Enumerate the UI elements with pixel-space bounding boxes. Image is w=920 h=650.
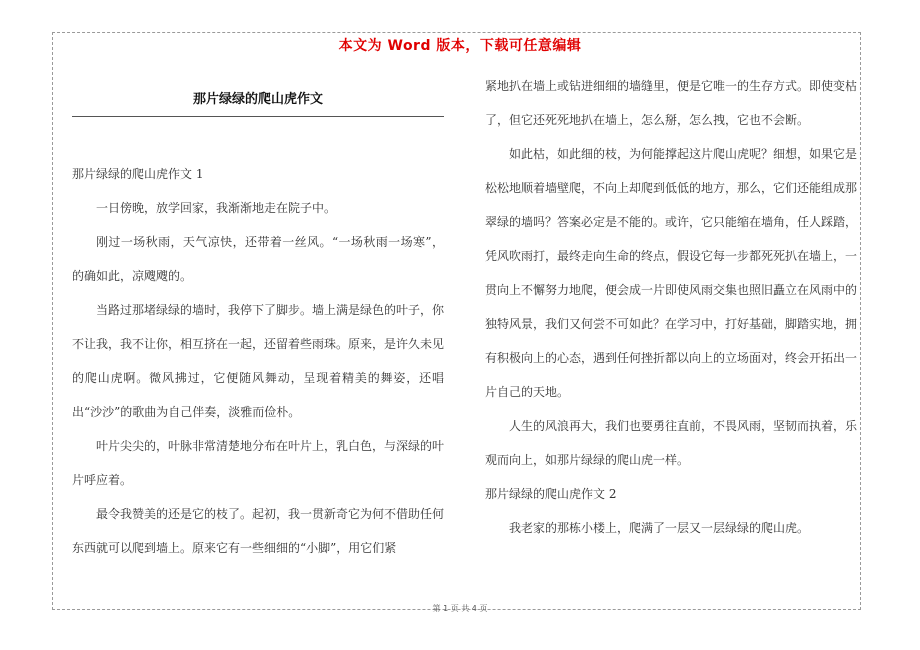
- paragraph: 刚过一场秋雨，天气凉快，还带着一丝风。“一场秋雨一场寒”，的确如此，凉飕飕的。: [72, 235, 444, 283]
- left-column: [72, 157, 444, 565]
- paragraph: 紧地扒在墙上或钻进细细的墙缝里，便是它唯一的生存方式。即使变枯了，但它还死死地扒在墙上，怎么掰，怎么拽，它也不会断。: [485, 79, 858, 127]
- paragraph: 人生的风浪再大，我们也要勇往直前，不畏风雨，坚韧而执着，乐观而向上，如那片绿绿的爬山虎一样。: [485, 419, 858, 467]
- paragraph: 那片绿绿的爬山虎作文 1: [72, 167, 204, 181]
- paragraph: 当路过那堵绿绿的墙时，我停下了脚步。墙上满是绿色的叶子，你不让我，我不让你，相互挤在一起，还留着些雨珠。原来，是许久未见的爬山虎啊。微风拂过，它便随风舞动，呈现着精美的舞姿，还唱出“沙沙”的歌曲为自己伴奏，淡雅而俭朴。: [72, 303, 445, 419]
- paragraph: 我老家的那栋小楼上，爬满了一层又一层绿绿的爬山虎。: [509, 521, 810, 535]
- title-underline: [72, 116, 444, 117]
- paragraph: 叶片尖尖的，叶脉非常清楚地分布在叶片上，乳白色，与深绿的叶片呼应着。: [72, 439, 445, 487]
- paragraph: 如此枯，如此细的枝，为何能撑起这片爬山虎呢？细想，如果它是松松地顺着墙壁爬，不向上却爬到低低的地方，那么，它们还能组成那翠绿的墙吗？答案必定是不能的。或许，它只能缩在墙角，任人踩踏，凭风吹雨打，最终走向生命的终点，假设它每一步都死死扒在墙上，一贯向上不懈努力地爬，便会成一片即使风雨交集也照旧矗立在风雨中的独特风景，我们又何尝不可如此？在学习中，打好基础，脚踏实地，拥有积极向上的心态，遇到任何挫折都以向上的立场面对，终会开拓出一片自己的天地。: [485, 147, 858, 399]
- page-number-footer: 第 1 页 共 4 页: [432, 604, 488, 613]
- right-column: [485, 69, 857, 545]
- paragraph: 那片绿绿的爬山虎作文 2: [485, 487, 617, 501]
- paragraph: 最令我赞美的还是它的枝了。起初，我一贯新奇它为何不借助任何东西就可以爬到墙上。原来它有一些细细的“小脚”，用它们紧: [72, 507, 445, 555]
- paragraph: 一日傍晚，放学回家，我渐渐地走在院子中。: [96, 201, 337, 215]
- edit-notice-banner: 本文为 Word 版本，下载可任意编辑: [338, 38, 582, 54]
- document-title: 那片绿绿的爬山虎作文: [192, 92, 323, 107]
